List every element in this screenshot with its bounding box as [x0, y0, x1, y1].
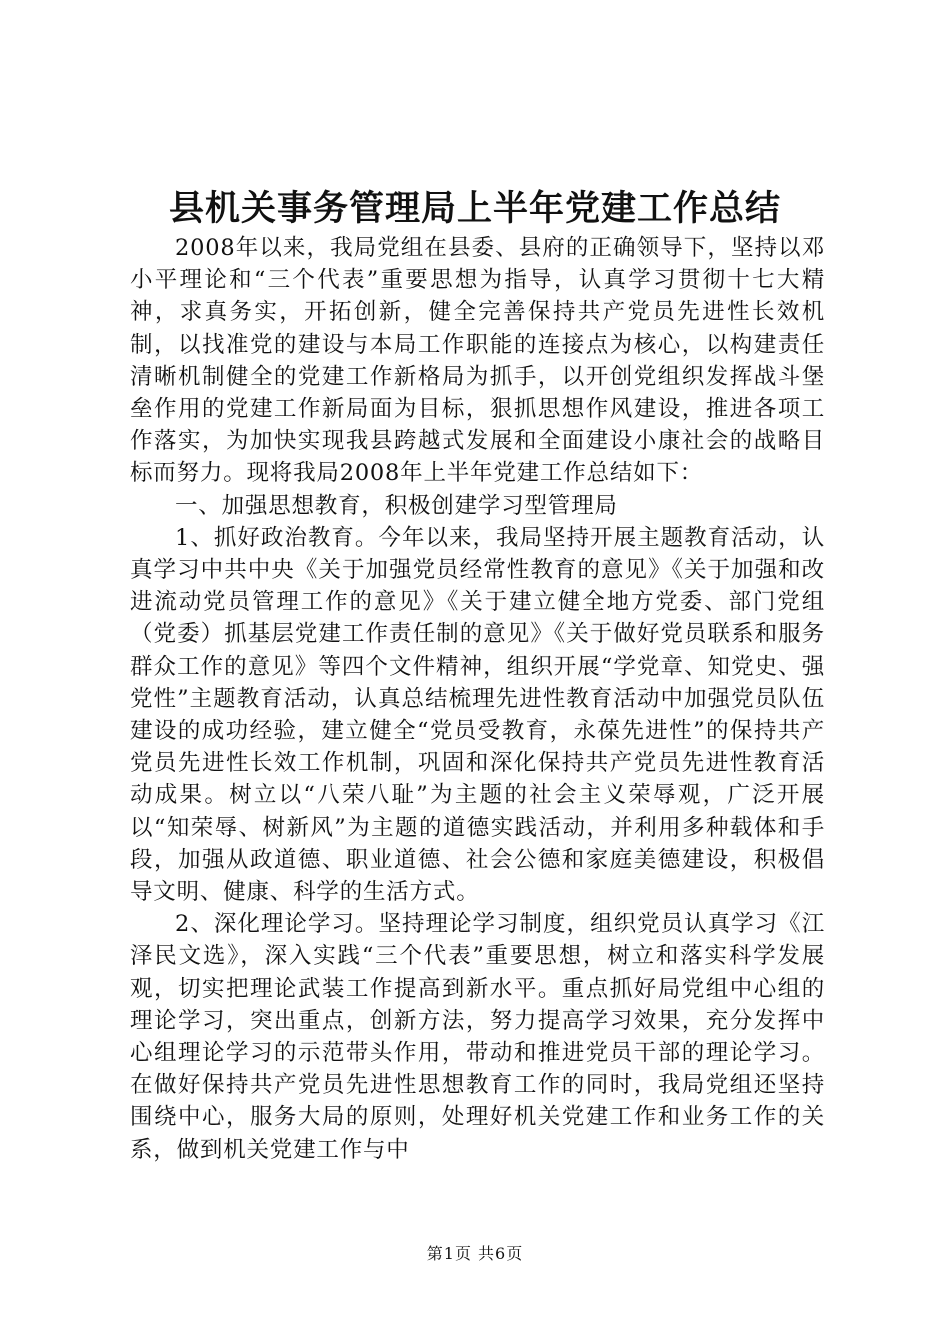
section-heading-1: 一、加强思想教育，积极创建学习型管理局	[175, 492, 618, 519]
document-title: 县机关事务管理局上半年党建工作总结	[168, 188, 781, 229]
page-footer: 第1页 共6页	[426, 1244, 524, 1263]
paragraph-theory-study: 2、深化理论学习。坚持理论学习制度，组织党员认真学习《江泽民文选》，深入实践“三个代表”重要思想，树立和落实科学发展观，切实把理论武装工作提高到新水平。重点抓好局党组中心组的理论学习，突出重点，创新方法，努力提高学习效果，充分发挥中心组理论学习的示范带头作用，带动和推进党员干部的理论学习。在做好保持共产党员先进性思想教育工作的同时，我局党组还坚持围绕中心，服务大局的原则，处理好机关党建工作和业务工作的关系，做到机关党建工作与中	[130, 911, 825, 1163]
document-body	[130, 232, 825, 1166]
paragraph-political-education: 1、抓好政治教育。今年以来，我局坚持开展主题教育活动，认真学习中共中央《关于加强党员经常性教育的意见》《关于加强和改进流动党员管理工作的意见》《关于建立健全地方党委、部门党组（党委）抓基层党建工作责任制的意见》《关于做好党员联系和服务群众工作的意见》等四个文件精神，组织开展“学党章、知党史、强党性”主题教育活动，认真总结梳理先进性教育活动中加强党员队伍建设的成功经验，建立健全“党员受教育，永葆先进性”的保持共产党员先进性长效工作机制，巩固和深化保持共产党员先进性教育活动成果。树立以“八荣八耻”为主题的社会主义荣辱观，广泛开展以“知荣辱、树新风”为主题的道德实践活动，并利用多种载体和手段，加强从政道德、职业道德、社会公德和家庭美德建设，积极倡导文明、健康、科学的生活方式。	[130, 524, 825, 906]
paragraph-intro: 2008年以来，我局党组在县委、县府的正确领导下，坚持以邓小平理论和“三个代表”重要思想为指导，认真学习贯彻十七大精神，求真务实，开拓创新，健全完善保持共产党员先进性长效机制，以找准党的建设与本局工作职能的连接点为核心，以构建责任清晰机制健全的党建工作新格局为抓手，以开创党组织发挥战斗堡垒作用的党建工作新局面为目标，狠抓思想作风建设，推进各项工作落实，为加快实现我县跨越式发展和全面建设小康社会的战略目标而努力。现将我局2008年上半年党建工作总结如下：	[130, 235, 825, 487]
